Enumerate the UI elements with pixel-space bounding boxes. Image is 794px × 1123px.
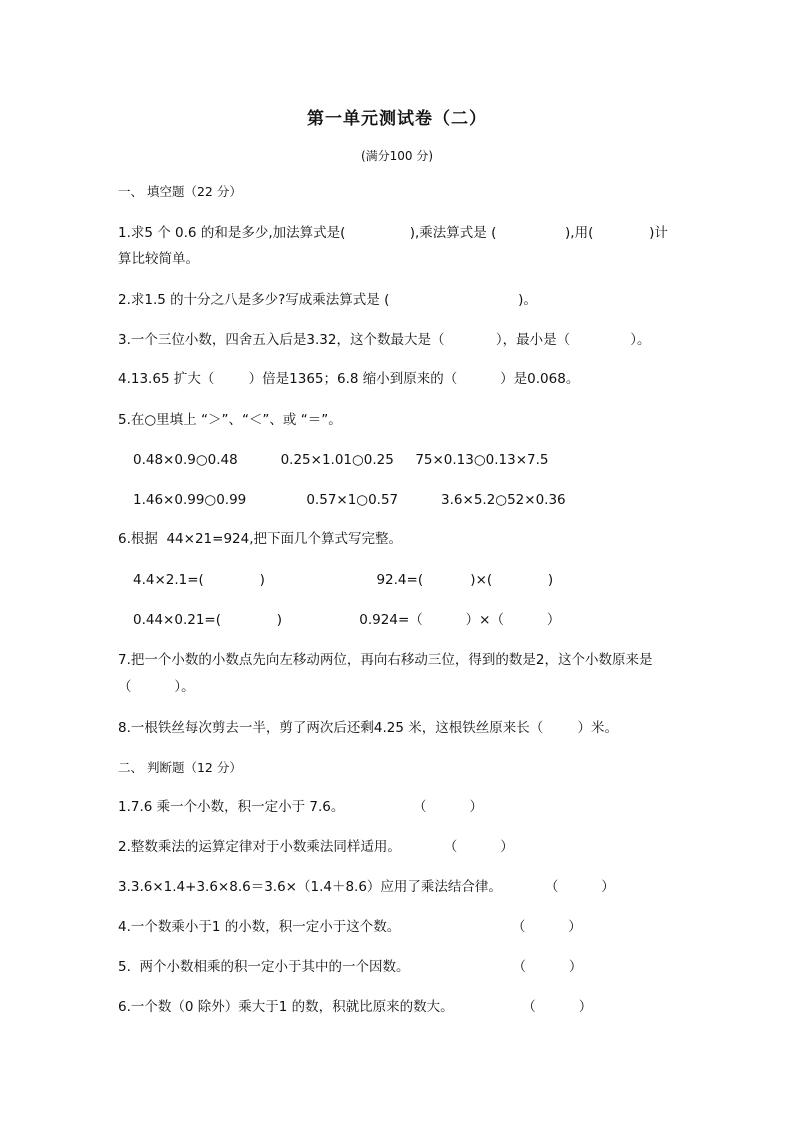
judge-6: 6.一个数（0 除外）乘大于1 的数，积就比原来的数大。 （ ） [118, 999, 593, 1015]
question-1-line-1: 1.求5 个 0.6 的和是多少,加法算式是( ),乘法算式是 ( ),用( )计 [118, 225, 668, 241]
judge-5: 5. 两个小数相乘的积一定小于其中的一个因数。 （ ） [118, 959, 583, 975]
section-heading-fill-blank: 一、 填空题（22 分） [118, 184, 242, 199]
question-5-row-1: 0.48×0.9○0.48 0.25×1.01○0.25 75×0.13○0.13×7.5 [133, 452, 549, 468]
question-6: 6.根据 44×21=924,把下面几个算式写完整。 [118, 531, 403, 547]
question-3: 3.一个三位小数，四舍五入后是3.32，这个数最大是（ ），最小是（ ）。 [118, 332, 651, 348]
question-8: 8.一根铁丝每次剪去一半，剪了两次后还剩4.25 米，这根铁丝原来长（ ）米。 [118, 720, 619, 736]
question-5: 5.在○里填上 “＞”、“＜”、或 “＝”。 [118, 412, 342, 428]
question-6-row-2: 0.44×0.21=( ) 0.924=（ ）×（ ） [133, 612, 561, 628]
question-7-line-2: （ ）。 [118, 679, 195, 695]
question-4: 4.13.65 扩大（ ）倍是1365；6.8 缩小到原来的（ ）是0.068。 [118, 371, 580, 387]
question-5-row-2: 1.46×0.99○0.99 0.57×1○0.57 3.6×5.2○52×0.36 [133, 492, 566, 508]
question-7-line-1: 7.把一个小数的小数点先向左移动两位，再向右移动三位，得到的数是2，这个小数原来是 [118, 652, 653, 668]
question-2: 2.求1.5 的十分之八是多少?写成乘法算式是 ( )。 [118, 292, 537, 308]
section-heading-true-false: 二、 判断题（12 分） [118, 760, 242, 775]
judge-2: 2.整数乘法的运算定律对于小数乘法同样适用。 （ ） [118, 839, 514, 855]
judge-4: 4.一个数乘小于1 的小数，积一定小于这个数。 （ ） [118, 919, 582, 935]
question-1-line-2: 算比较简单。 [118, 251, 199, 267]
question-6-row-1: 4.4×2.1=( ) 92.4=( )×( ) [133, 572, 554, 588]
judge-1: 1.7.6 乘一个小数，积一定小于 7.6。 （ ） [118, 799, 483, 815]
judge-3: 3.3.6×1.4+3.6×8.6＝3.6×（1.4＋8.6）应用了乘法结合律。 （ ） [118, 879, 615, 895]
page-title: 第一单元测试卷（二） [307, 109, 487, 129]
page-subtitle: (满分100 分) [360, 149, 434, 163]
